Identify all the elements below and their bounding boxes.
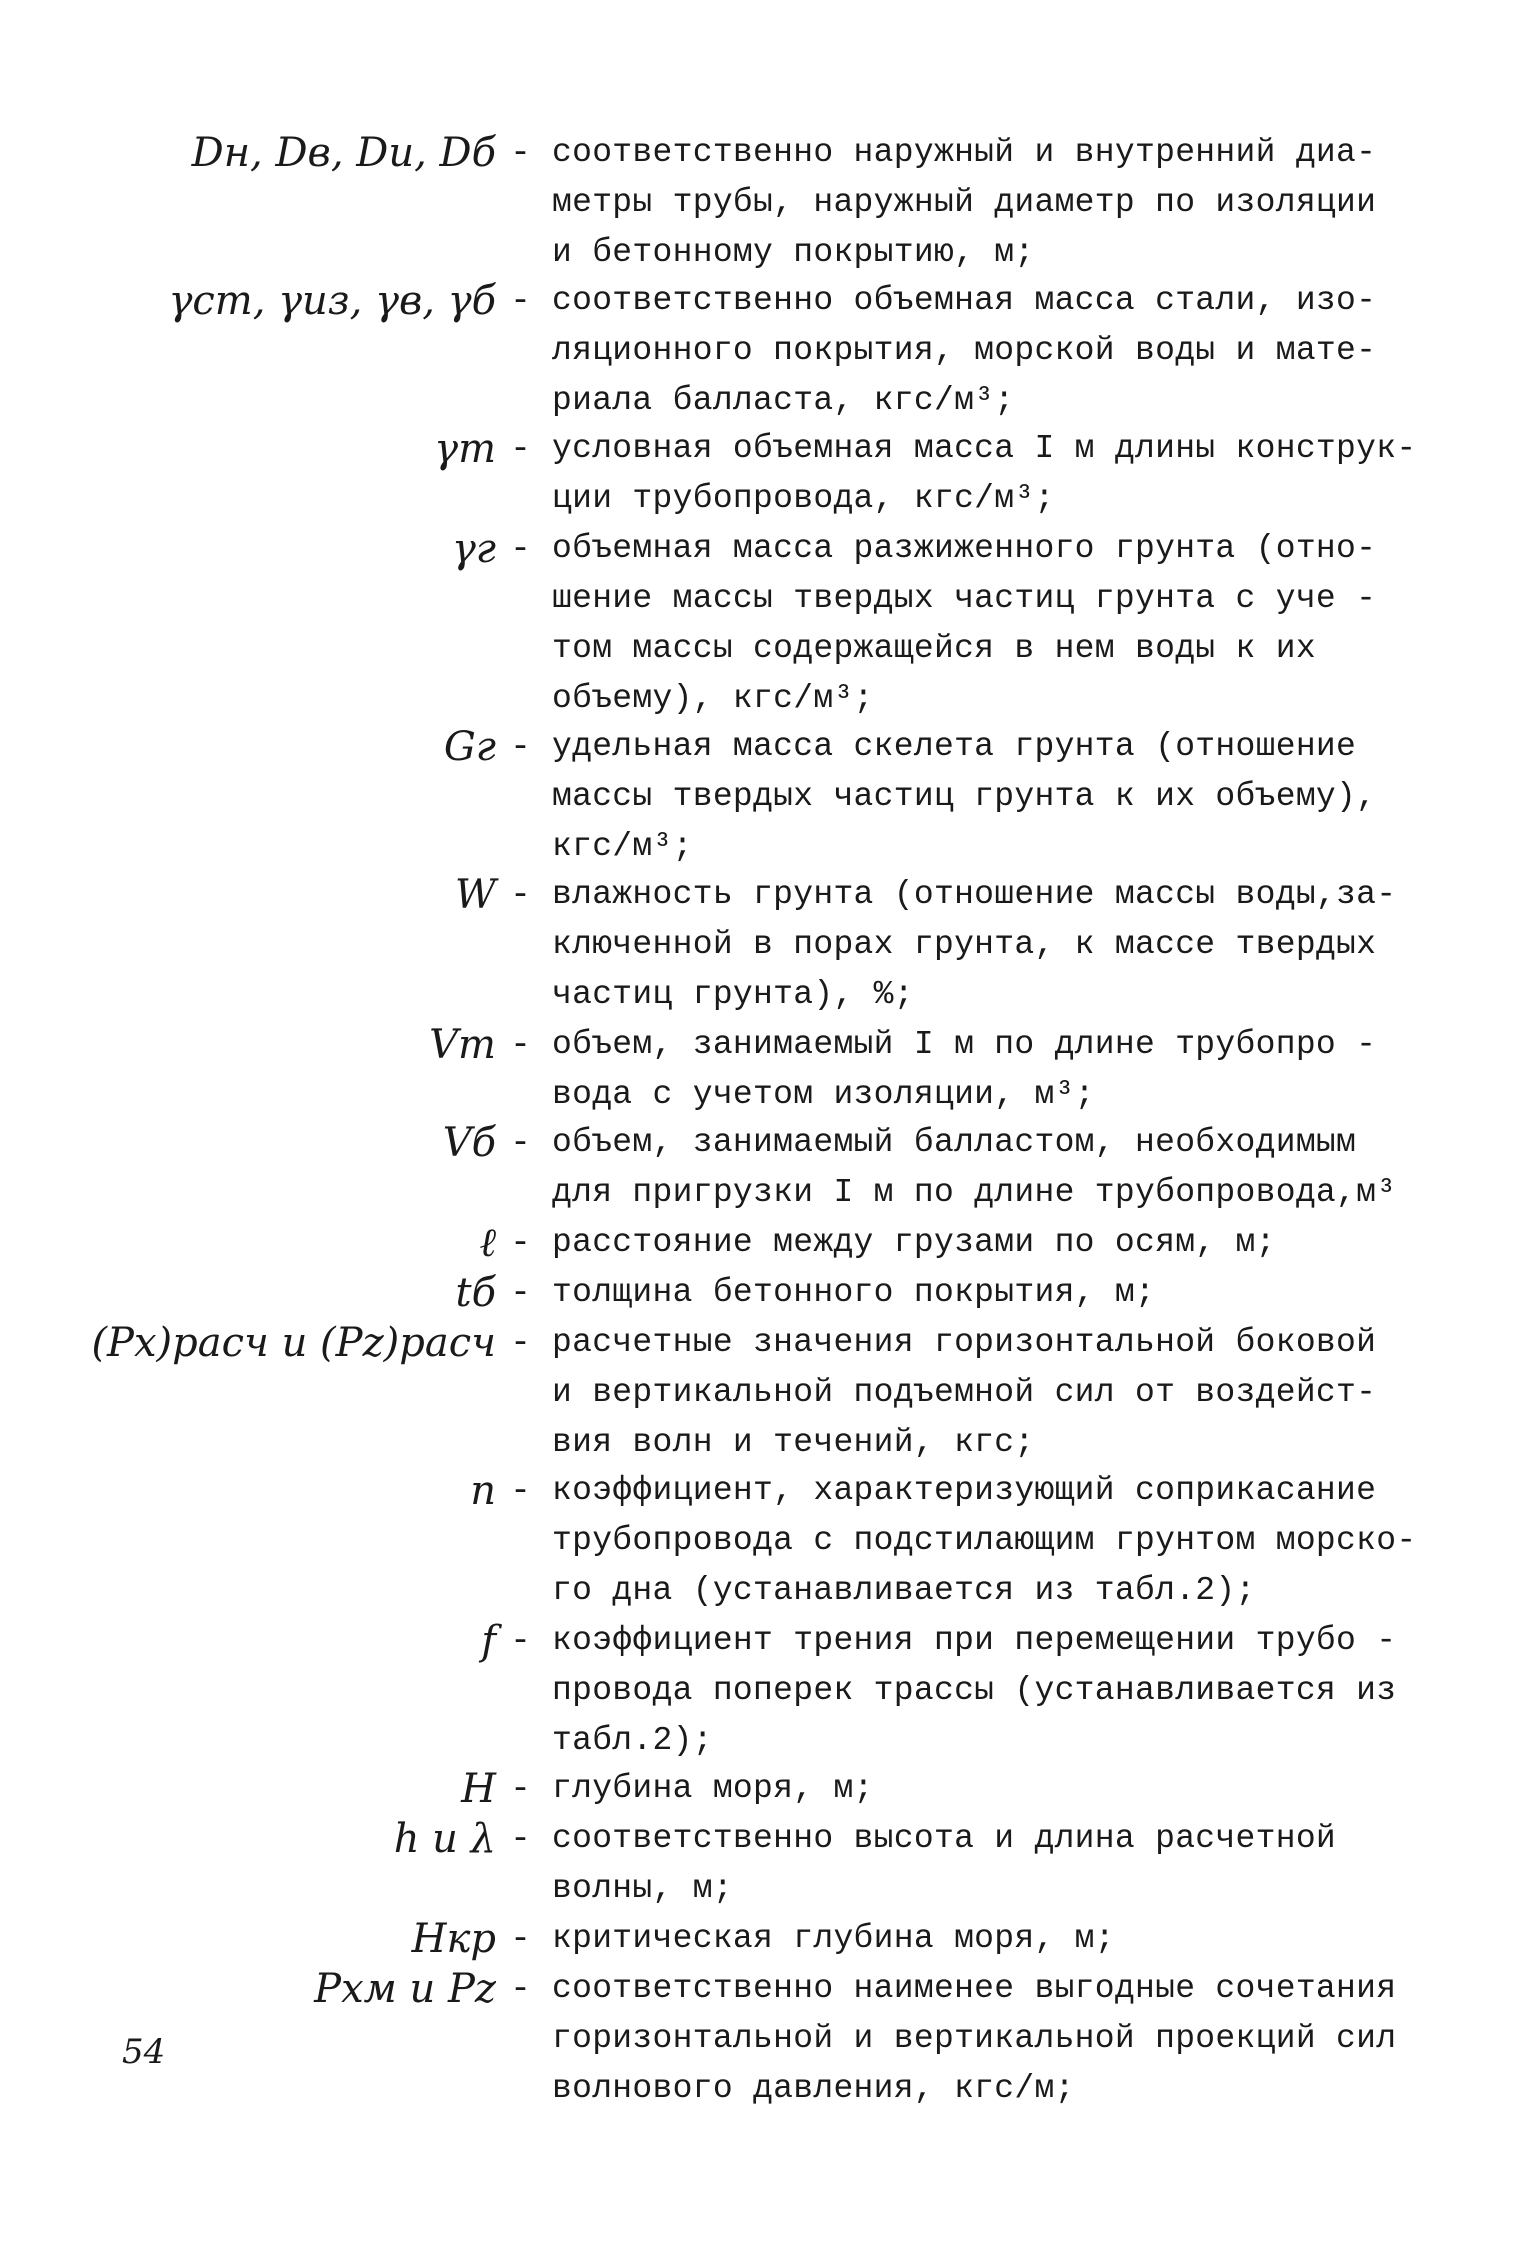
definition-text: критическая глубина моря, м; [552,1920,1115,1957]
definition-text: коэффициент, характеризующий соприкасание трубопровода с подстилающим грунтом морско- го дна (устанавливается из табл.2); [552,1472,1417,1609]
symbol: f [481,1618,496,1664]
definition-text: соответственно наименее выгодные сочетания горизонтальной и вертикальной проекций сил волнового давления, кгс/м; [552,1970,1397,2107]
dash: - [510,1025,532,1065]
symbol: Vт [429,1022,496,1068]
dash: - [510,281,532,321]
dash: - [510,1123,532,1163]
dash: - [510,1223,532,1263]
symbol: γт [434,426,496,472]
dash: - [510,1273,532,1313]
symbol: n [470,1468,496,1514]
dash: - [510,529,532,569]
symbol: γст, γиз, γв, γб [168,278,496,324]
dash: - [510,1769,532,1809]
dash: - [510,1323,532,1363]
page-number: 54 [122,2032,166,2072]
definition-text: соответственно высота и длина расчетной волны, м; [552,1820,1337,1907]
definition-text: коэффициент трения при перемещении трубо - провода поперек трассы (устанавливается из табл.2); [552,1622,1397,1759]
symbol: W [454,872,496,918]
dash: - [510,1969,532,2009]
dash: - [510,875,532,915]
dash: - [510,1471,532,1511]
dash: - [510,429,532,469]
dash: - [510,1621,532,1661]
definition-text: расстояние между грузами по осям, м; [552,1224,1276,1261]
dash: - [510,1819,532,1859]
definition-text: глубина моря, м; [552,1770,874,1807]
symbol: Vб [442,1120,496,1166]
symbol: Gг [443,724,496,770]
definition-text: удельная масса скелета грунта (отношение массы твердых частиц грунта к их объему), кгс/м³; [552,728,1377,865]
dash: - [510,727,532,767]
definition-text: расчетные значения горизонтальной боковой и вертикальной подъемной сил от воздейст- вия волн и течений, кгс; [552,1324,1377,1461]
definition-text: соответственно объемная масса стали, изо- ляционного покрытия, морской воды и мате- риала балласта, кгс/м³; [552,282,1377,419]
dash: - [510,1919,532,1959]
definition-text: объемная масса разжиженного грунта (отно- шение массы твердых частиц грунта с уче - том массы содержащейся в нем воды к их объему), кгс/м³; [552,530,1377,717]
definition-text: влажность грунта (отношение массы воды,за- ключенной в порах грунта, к массе твердых частиц грунта), %; [552,876,1397,1013]
symbol: γг [451,526,496,572]
definition-text: условная объемная масса I м длины конструк- ции трубопровода, кгс/м³; [552,430,1417,517]
symbol: (Px)расч и (Pz)расч [91,1320,496,1366]
dash: - [510,133,532,173]
definition-text: объем, занимаемый I м по длине трубопро - вода с учетом изоляции, м³; [552,1026,1377,1113]
symbol: ℓ [479,1220,496,1266]
symbol: Hкр [411,1916,496,1962]
symbol: h и λ [393,1816,496,1862]
symbol: Dн, Dв, Dи, Dб [191,130,496,176]
definition-text: соответственно наружный и внутренний диа- метры трубы, наружный диаметр по изоляции и бетонному покрытию, м; [552,134,1377,271]
symbol: tб [455,1270,496,1316]
definition-text: объем, занимаемый балластом, необходимым для пригрузки I м по длине трубопровода,м³ [552,1124,1397,1211]
symbol: Pxм и Pz [314,1966,496,2012]
symbol: H [461,1766,496,1812]
definition-text: толщина бетонного покрытия, м; [552,1274,1156,1311]
